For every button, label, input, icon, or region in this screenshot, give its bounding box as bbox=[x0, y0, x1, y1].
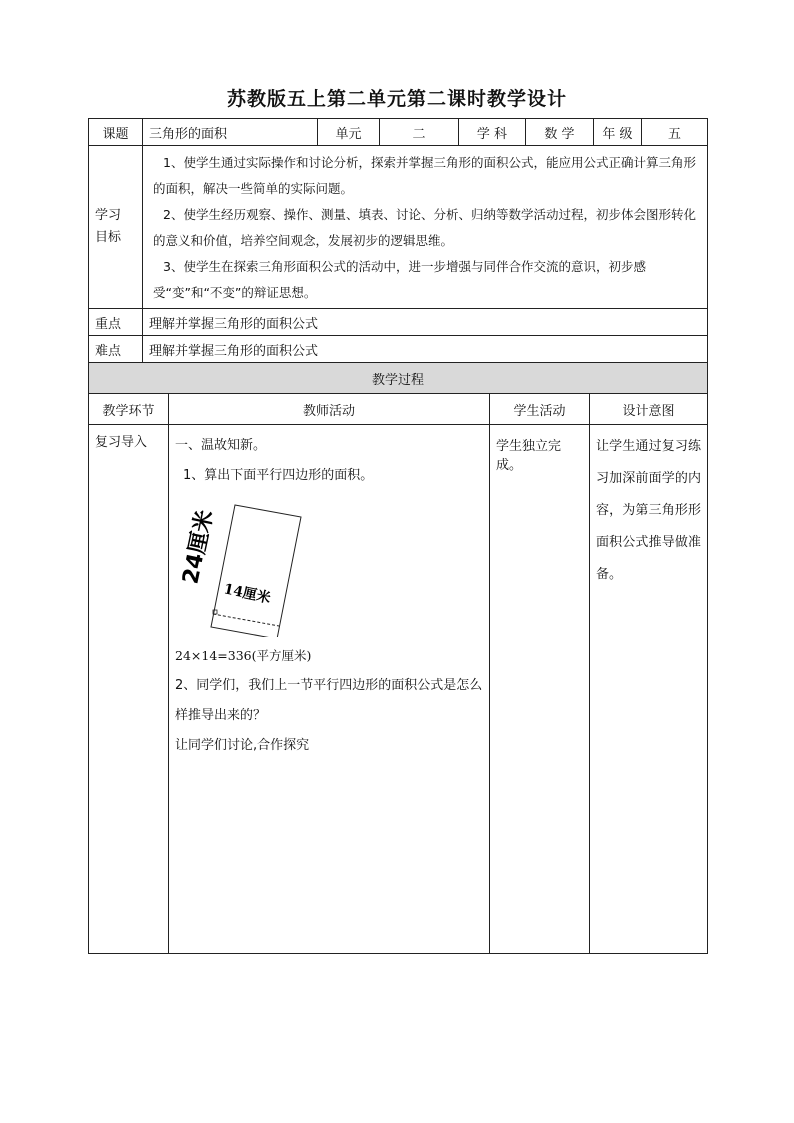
formula-answer: 24×14=336(平方厘米) bbox=[175, 648, 312, 663]
lesson-info-table bbox=[88, 118, 708, 363]
parallelogram-shape bbox=[211, 505, 301, 637]
difficult-point-value: 理解并掌握三角形的面积公式 bbox=[143, 336, 708, 363]
col-header-teacher: 教师活动 bbox=[169, 394, 490, 425]
goal-item-3: 3、使学生在探索三角形面积公式的活动中，进一步增强与同伴合作交流的意识，初步感受“变”和“不变”的辩证思想。 bbox=[153, 259, 646, 300]
side-length-label: 24厘米 bbox=[178, 508, 219, 587]
teacher-heading: 一、温故知新。 bbox=[175, 438, 267, 453]
topic-value: 三角形的面积 bbox=[143, 119, 318, 146]
goal-item-2: 2、使学生经历观察、操作、测量、填表、讨论、分析、归纳等数学活动过程，初步体会图形转化的意义和价值，培养空间观念，发展初步的逻辑思维。 bbox=[153, 207, 696, 248]
grade-label: 年 级 bbox=[594, 119, 642, 146]
topic-label: 课题 bbox=[89, 119, 143, 146]
subject-value: 数 学 bbox=[526, 119, 594, 146]
stage-cell: 复习导入 bbox=[89, 425, 169, 954]
goals-label-line2: 目标 bbox=[95, 230, 122, 245]
col-header-student: 学生活动 bbox=[490, 394, 590, 425]
parallelogram-figure bbox=[175, 497, 335, 637]
col-header-stage: 教学环节 bbox=[89, 394, 169, 425]
height-line bbox=[213, 614, 279, 626]
student-activity-cell: 学生独立完成。 bbox=[490, 425, 590, 954]
difficult-point-label: 难点 bbox=[89, 336, 143, 363]
document-title: 苏教版五上第二单元第二课时教学设计 bbox=[226, 88, 567, 110]
goal-item-1: 1、使学生通过实际操作和讨论分析，探索并掌握三角形的面积公式，能应用公式正确计算三角形的面积，解决一些简单的实际问题。 bbox=[153, 155, 696, 196]
teacher-discuss: 让同学们讨论,合作探究 bbox=[175, 738, 310, 753]
unit-value: 二 bbox=[380, 119, 459, 146]
goals-label bbox=[89, 146, 143, 309]
teacher-activity-cell bbox=[169, 425, 490, 954]
key-point-value: 理解并掌握三角形的面积公式 bbox=[143, 309, 708, 336]
col-header-intent: 设计意图 bbox=[590, 394, 708, 425]
height-label: 14厘米 bbox=[222, 581, 272, 607]
teacher-question-2: 2、同学们，我们上一节平行四边形的面积公式是怎么样推导出来的？ bbox=[175, 678, 483, 723]
process-section-title: 教学过程 bbox=[89, 363, 708, 394]
teacher-question-1: 1、算出下面平行四边形的面积。 bbox=[183, 468, 374, 483]
goals-label-line1: 学习 bbox=[95, 208, 122, 223]
teaching-process-table bbox=[88, 362, 708, 954]
grade-value: 五 bbox=[642, 119, 708, 146]
goals-content bbox=[143, 146, 708, 309]
unit-label: 单元 bbox=[318, 119, 380, 146]
subject-label: 学 科 bbox=[459, 119, 526, 146]
design-intent-cell: 让学生通过复习练习加深前面学的内容，为第三角形形面积公式推导做准备。 bbox=[590, 425, 708, 954]
key-point-label: 重点 bbox=[89, 309, 143, 336]
